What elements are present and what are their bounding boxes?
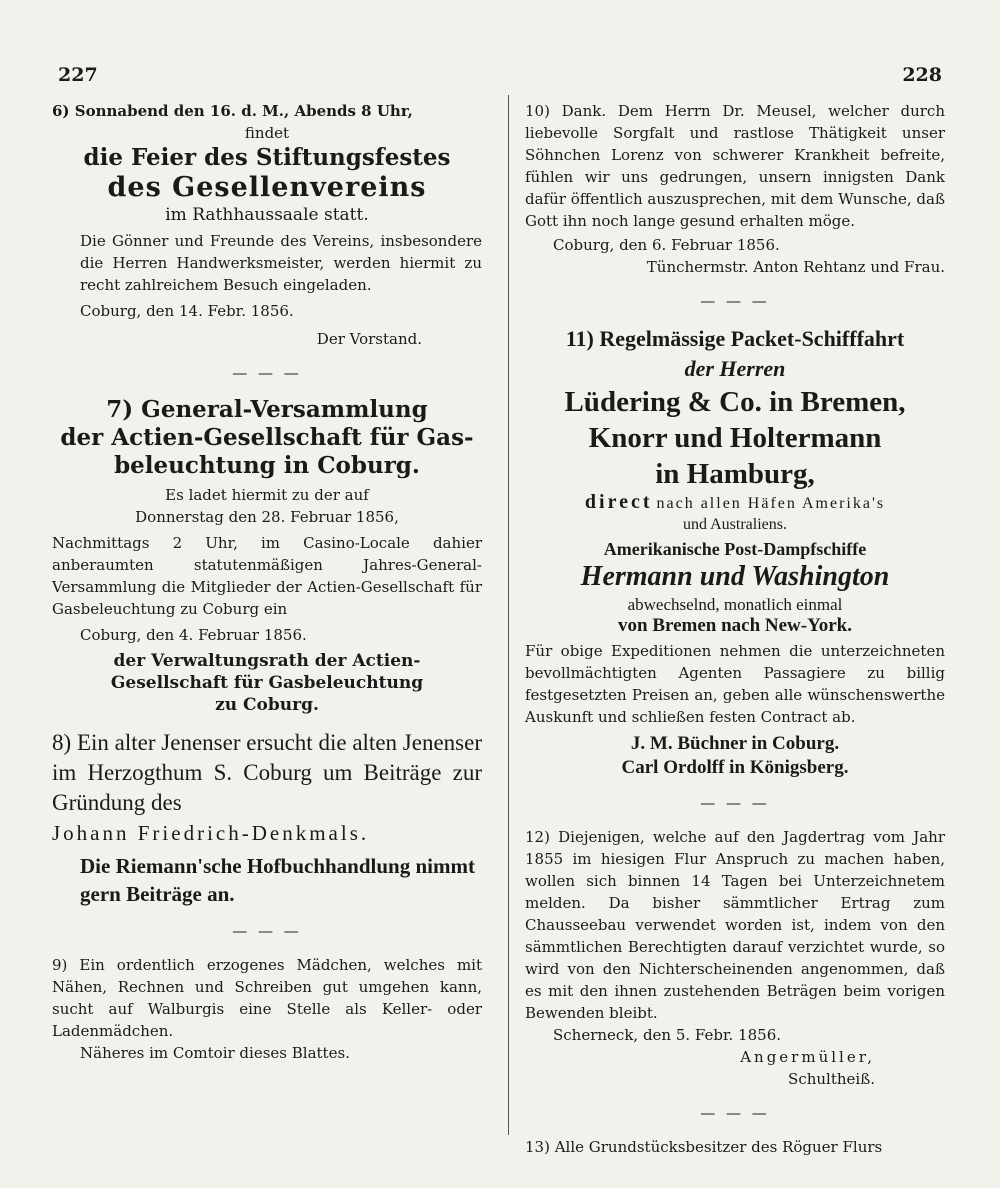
column-divider [508, 95, 509, 1135]
notice-12-sign2: Schultheiß. [788, 1070, 875, 1088]
separator: — — — [700, 292, 770, 310]
notice-6-sign: Der Vorstand. [316, 330, 422, 348]
notice-8-text: 8) Ein alter Jenenser ersucht die alten Jenenser im Herzogthum S. Coburg um Beiträge zur Gründung des [52, 730, 482, 815]
notice-12-body: 12) Diejenigen, welche auf den Jagdertrag vom Jahr 1855 im hiesigen Flur Anspruch zu machen haben, wollen sich binnen 14 Tagen bei Unterzeichnetem melden. Da bisher sämmtlicher Ertrag zum Chausseebau verwendet worden ist, indem von den sämmtlichen Berechtigten darauf verzichtet wurde, so wird von den Nichterscheinenden angenommen, daß es mit den ihnen zustehenden Beträgen beim vorigen Bewenden bleibt. [525, 828, 945, 1022]
page-number-right: 228 [902, 64, 942, 86]
notice-6-line5: im Rathhaussaale statt. [165, 205, 369, 225]
notice-13-text: 13) Alle Grundstücksbesitzer des Röguer Flurs [525, 1138, 883, 1156]
notice-7-body: Nachmittags 2 Uhr, im Casino-Locale dahier anberaumten statutenmäßigen Jahres-General-Versammlung die Mitglieder der Actien-Gesellschaft für Gasbeleuchtung zu Coburg ein [52, 534, 482, 618]
notice-11-ships: Hermann und Washington [580, 561, 890, 592]
notice-6-line3: die Feier des Stiftungsfestes [83, 144, 451, 171]
notice-11-der: der Herren [684, 356, 786, 381]
notice-12-sign1: Angermüller, [740, 1048, 875, 1066]
notice-11-post: Amerikanische Post-Dampfschiffe [603, 539, 867, 559]
notice-7 [52, 396, 482, 716]
right-column [525, 100, 945, 1158]
notice-11-alt: abwechselnd, monatlich einmal [627, 595, 843, 614]
notice-6-line1: 6) Sonnabend den 16. d. M., Abends 8 Uhr, [52, 102, 413, 120]
notice-11-direct: direct [584, 491, 653, 513]
notice-11-title: 11) Regelmässige Packet-Schifffahrt [565, 326, 905, 351]
notice-10 [525, 100, 945, 278]
page-number-left: 227 [58, 64, 98, 86]
notice-6-body: Die Gönner und Freunde des Vereins, insbesondere die Herren Handwerksmeister, werden hiermit zu recht zahlreichem Besuch eingeladen. [80, 232, 482, 294]
notice-7-title3: beleuchtung in Coburg. [114, 452, 420, 479]
notice-10-sign: Tünchermstr. Anton Rehtanz und Frau. [646, 258, 945, 276]
notice-9-more: Näheres im Comtoir dieses Blattes. [80, 1044, 350, 1062]
notice-7-sign3: zu Coburg. [215, 695, 319, 715]
notice-12-date: Scherneck, den 5. Febr. 1856. [553, 1026, 782, 1044]
notice-7-title2: der Actien-Gesellschaft für Gas- [60, 424, 474, 451]
separator: — — — [700, 794, 770, 812]
notice-9-body: 9) Ein ordentlich erzogenes Mädchen, welches mit Nähen, Rechnen und Schreiben gut umgehen kann, sucht auf Walburgis eine Stelle als Keller- oder Ladenmädchen. [52, 956, 482, 1040]
notice-7-title1: 7) General-Versammlung [106, 396, 428, 423]
notice-6-line2: findet [244, 124, 290, 142]
notice-13 [525, 1136, 945, 1158]
left-column [52, 100, 482, 1064]
notice-11-agent1: J. M. Büchner in Coburg. [630, 733, 840, 754]
notice-11-l3: in Hamburg, [655, 458, 815, 490]
notice-9 [52, 954, 482, 1064]
notice-11-body: Für obige Expeditionen nehmen die unterzeichneten bevollmächtigten Agenten Passagiere zu billig festgesetzten Preisen an, geben alle wünschenswerthe Auskunft und schließen festen Contract ab. [525, 642, 945, 726]
notice-6-date: Coburg, den 14. Febr. 1856. [80, 302, 294, 320]
notice-12 [525, 826, 945, 1090]
notice-11-agent2: Carl Ordolff in Königsberg. [621, 757, 849, 778]
notice-7-sign1: der Verwaltungsrath der Actien- [113, 651, 421, 671]
notice-8 [52, 728, 482, 908]
notice-7-date: Coburg, den 4. Februar 1856. [80, 626, 307, 644]
notice-11-and: und Australiens. [683, 516, 787, 533]
separator: — — — [232, 364, 302, 382]
notice-11-direct-line [525, 492, 945, 514]
notice-11-route: von Bremen nach New-York. [618, 615, 852, 636]
notice-7-sign2: Gesellschaft für Gasbeleuchtung [110, 673, 424, 693]
notice-6 [52, 100, 482, 350]
notice-11-l2: Knorr und Holtermann [588, 422, 882, 454]
notice-7-intro: Es ladet hiermit zu der auf [165, 486, 369, 504]
notice-6-line4: des Gesellenvereins [107, 172, 427, 203]
notice-8-text2: Die Riemann'sche Hofbuchhandlung nimmt gern Beiträge an. [80, 854, 475, 906]
notice-10-body: 10) Dank. Dem Herrn Dr. Meusel, welcher durch liebevolle Sorgfalt und rastlose Thätigkeit unser Söhnchen Lorenz von schwerer Krankheit befreite, fühlen wir uns gedrungen, unsern innigsten Dank dafür öffentlich auszusprechen, mit dem Wunsche, daß Gott ihn noch lange gesund erhalten möge. [525, 102, 945, 230]
separator: — — — [232, 922, 302, 940]
notice-10-date: Coburg, den 6. Februar 1856. [553, 236, 780, 254]
notice-7-date-line: Donnerstag den 28. Februar 1856, [135, 508, 399, 526]
notice-11 [525, 324, 945, 780]
separator: — — — [700, 1104, 770, 1122]
notice-11-direct-rest: nach allen Häfen Amerika's [656, 495, 886, 512]
notice-11-l1: Lüdering & Co. in Bremen, [564, 386, 906, 418]
notice-8-spaced: Johann Friedrich-Denkmals. [52, 821, 370, 845]
